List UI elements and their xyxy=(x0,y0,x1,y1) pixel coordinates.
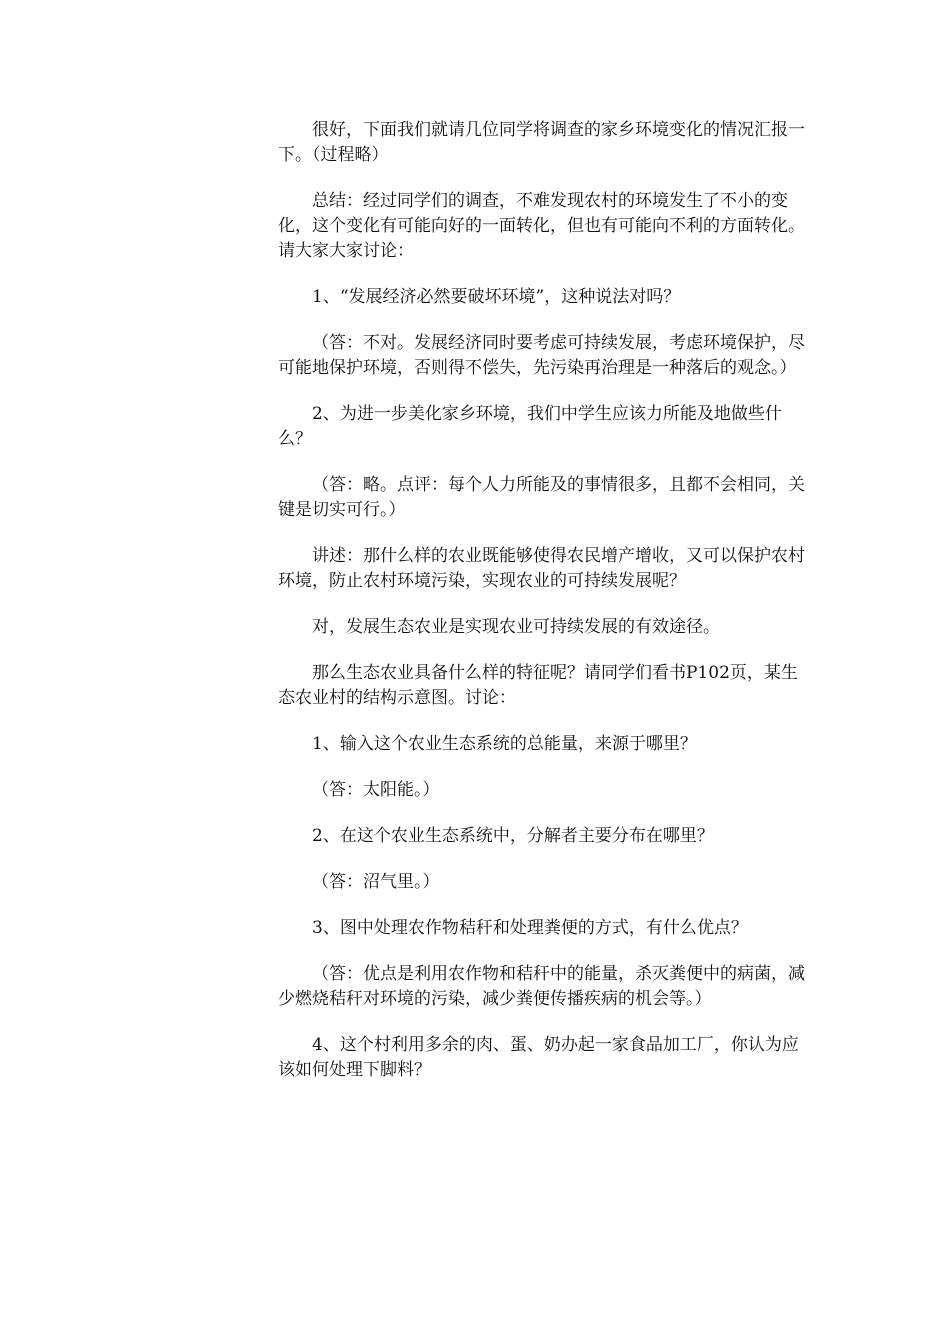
paragraph-summary: 总结：经过同学们的调查，不难发现农村的环境发生了不小的变化，这个变化有可能向好的一面转化，但也有可能向不利的方面转化。请大家大家讨论： xyxy=(278,191,805,261)
paragraph-intro: 很好，下面我们就请几位同学将调查的家乡环境变化的情况汇报一下。（过程略） xyxy=(278,120,805,165)
question-food-factory: 4、这个村利用多余的肉、蛋、奶办起一家食品加工厂，你认为应该如何处理下脚料？ xyxy=(278,1035,799,1080)
answer-energy-source: （答：太阳能。） xyxy=(312,780,440,800)
answer-decomposers: （答：沼气里。） xyxy=(312,872,440,892)
paragraph-narration: 讲述：那什么样的农业既能够使得农民增产增收，又可以保护农村环境，防止农村环境污染，实现农业的可持续发展呢？ xyxy=(278,546,805,591)
answer-1-economy: （答：不对。发展经济同时要考虑可持续发展，考虑环境保护，尽可能地保护环境，否则得不偿失，先污染再治理是一种落后的观念。） xyxy=(278,333,805,378)
question-straw-manure: 3、图中处理农作物秸秆和处理粪便的方式，有什么优点？ xyxy=(312,918,748,938)
question-decomposers: 2、在这个农业生态系统中，分解者主要分布在哪里？ xyxy=(312,826,714,846)
question-2-hometown: 2、为进一步美化家乡环境，我们中学生应该力所能及地做些什么？ xyxy=(278,404,782,449)
answer-straw-manure: （答：优点是利用农作物和秸秆中的能量，杀灭粪便中的病菌，减少燃烧秸秆对环境的污染，减少粪便传播疾病的机会等。） xyxy=(278,964,805,1009)
question-1-economy: 1、“发展经济必然要破坏环境”，这种说法对吗？ xyxy=(312,287,681,307)
document-body xyxy=(278,118,808,1104)
paragraph-eco-agriculture: 对，发展生态农业是实现农业可持续发展的有效途径。 xyxy=(312,617,720,637)
answer-2-hometown: （答：略。点评：每个人力所能及的事情很多，且都不会相同，关键是切实可行。） xyxy=(278,475,805,520)
paragraph-discussion-intro: 那么生态农业具备什么样的特征呢？请同学们看书P102页，某生态农业村的结构示意图。讨论： xyxy=(278,663,798,708)
question-energy-source: 1、输入这个农业生态系统的总能量，来源于哪里？ xyxy=(312,734,697,754)
